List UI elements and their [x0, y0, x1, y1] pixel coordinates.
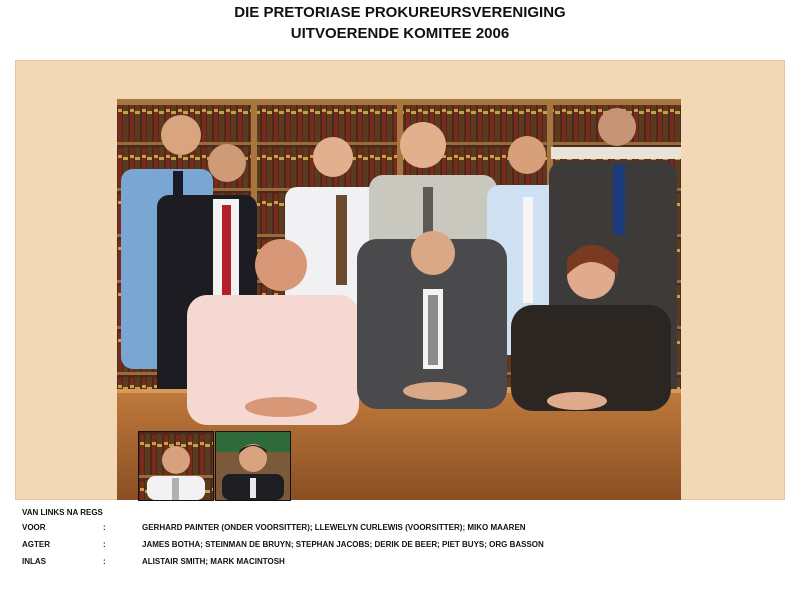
inset-photo-left — [138, 431, 214, 501]
page-title: DIE PRETORIASE PROKUREURSVERENIGING — [234, 4, 566, 21]
caption-row-inset — [0, 557, 800, 571]
row-label: INLAS — [22, 557, 46, 566]
caption-row-back — [0, 540, 800, 554]
row-label: VOOR — [22, 523, 46, 532]
row-separator: : — [103, 557, 106, 566]
inset-photo-right — [215, 431, 291, 501]
row-names: JAMES BOTHA; STEINMAN DE BRUYN; STEPHAN JACOBS; DERIK DE BEER; PIET BUYS; ORG BASSON — [142, 540, 544, 549]
row-separator: : — [103, 523, 106, 532]
row-names: ALISTAIR SMITH; MARK MACINTOSH — [142, 557, 285, 566]
row-label: AGTER — [22, 540, 50, 549]
caption-row-front — [0, 523, 800, 537]
inset-photo-right-drawing — [216, 432, 290, 500]
caption-heading: VAN LINKS NA REGS — [22, 508, 103, 517]
row-separator: : — [103, 540, 106, 549]
inset-photo-left-drawing — [139, 432, 213, 500]
page-subtitle: UITVOERENDE KOMITEE 2006 — [290, 25, 510, 42]
row-names: GERHARD PAINTER (ONDER VOORSITTER); LLEWELYN CURLEWIS (VOORSITTER); MIKO MAAREN — [142, 523, 526, 532]
